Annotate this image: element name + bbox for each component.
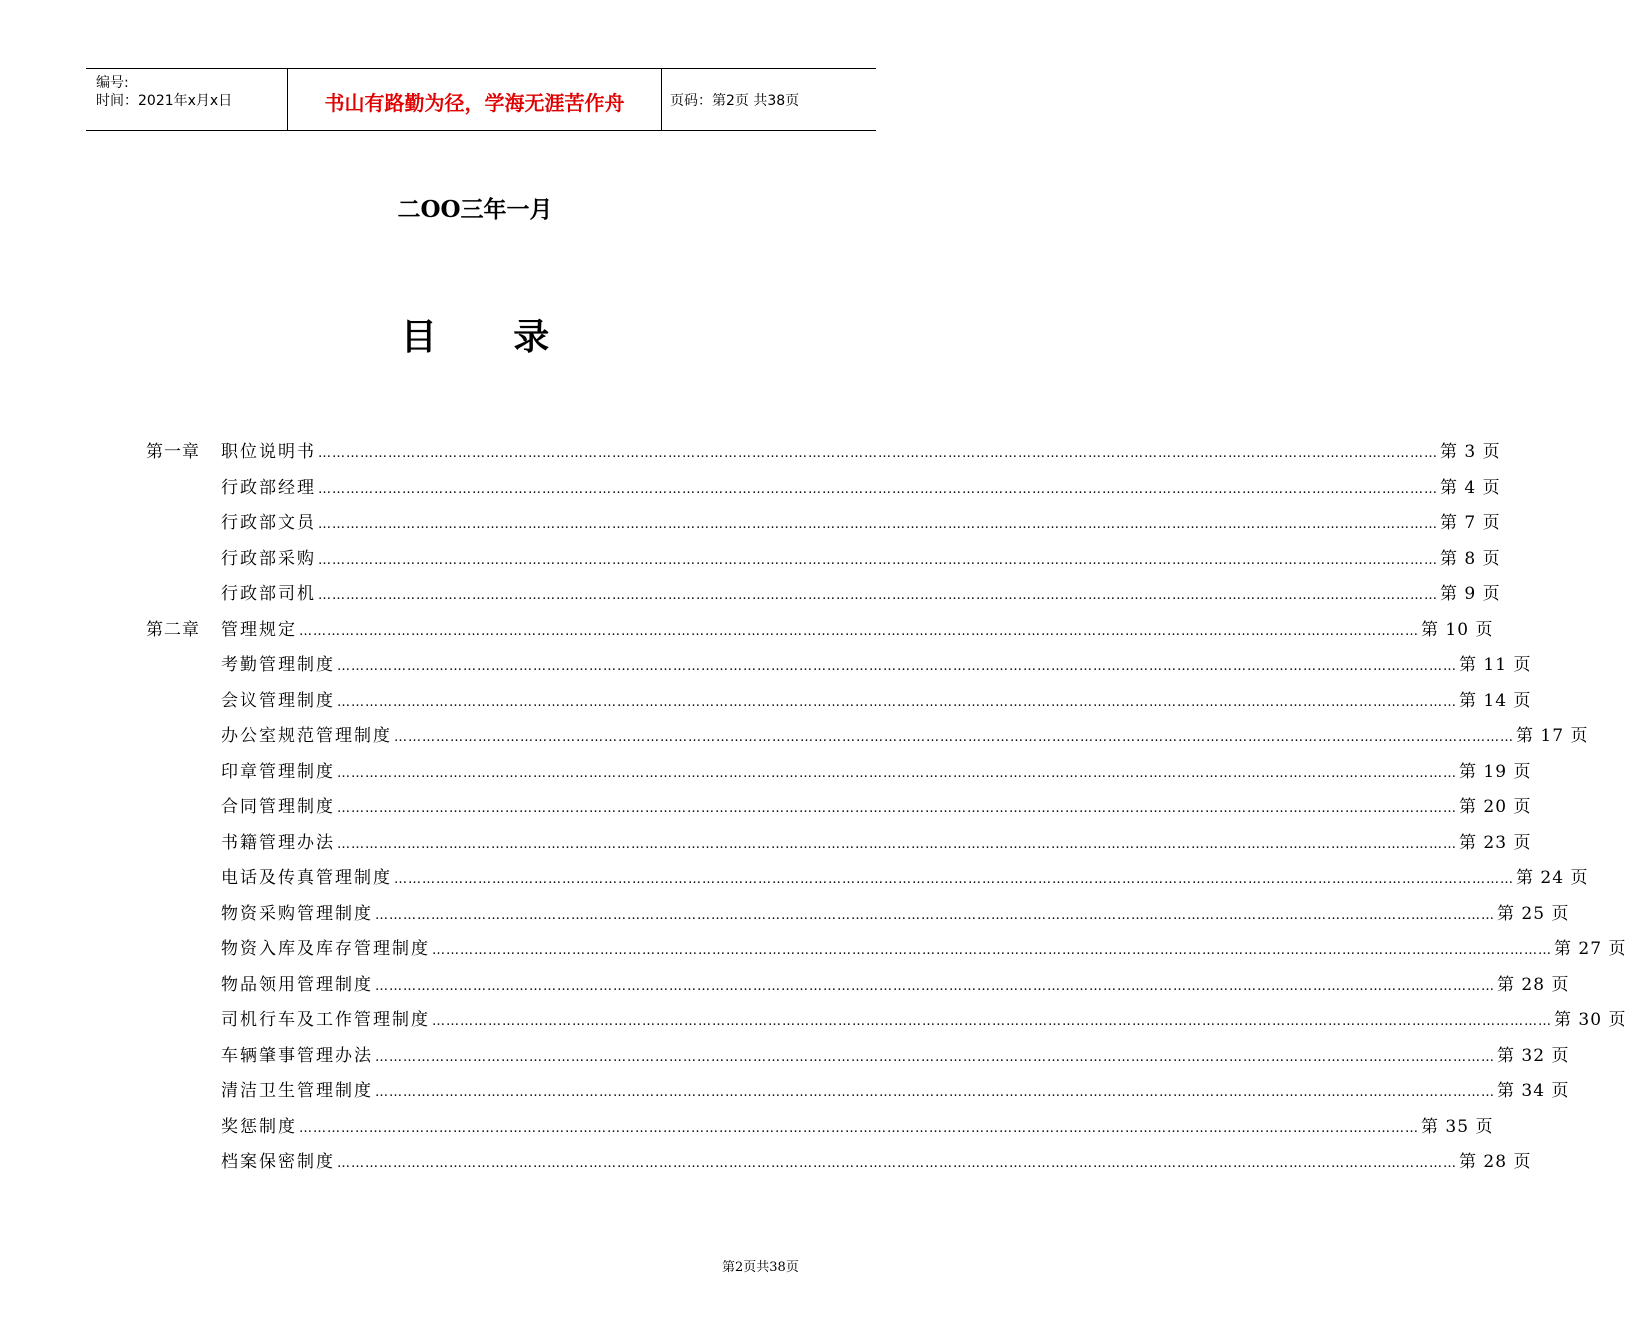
toc-entry[interactable] bbox=[221, 544, 1501, 576]
toc-leader-dots: …………………………………………………………………………………………………………………………………………………………………………………………………………………… bbox=[375, 1085, 1495, 1100]
toc-entry[interactable] bbox=[221, 473, 1501, 505]
toc-entry-label: 办公室规范管理制度 bbox=[221, 726, 392, 746]
toc-row bbox=[0, 686, 1532, 716]
toc-entry[interactable] bbox=[221, 721, 1589, 753]
header-motto: 书山有路勤为径，学海无涯苦作舟 bbox=[324, 91, 625, 115]
toc-entry-label: 书籍管理办法 bbox=[221, 832, 335, 853]
toc-entry[interactable] bbox=[221, 934, 1626, 966]
toc-page-number: 第 23 页 bbox=[1459, 832, 1532, 853]
toc-page-number: 第 11 页 bbox=[1459, 655, 1532, 675]
date-text: 时间：2021年x月x日 bbox=[96, 93, 233, 109]
toc-page-number: 第 30 页 bbox=[1554, 1010, 1626, 1030]
toc-page-number: 第 34 页 bbox=[1497, 1081, 1570, 1101]
toc-page-number: 第 9 页 bbox=[1440, 584, 1501, 604]
toc-entry[interactable] bbox=[221, 1076, 1570, 1108]
toc-leader-dots: …………………………………………………………………………………………………………………………………………………………………………………………………………………… bbox=[318, 446, 1438, 461]
toc-leader-dots: …………………………………………………………………………………………………………………………………………………………………………………………………………………… bbox=[375, 1049, 1495, 1065]
toc-page-number: 第 7 页 bbox=[1440, 513, 1501, 533]
toc-entry-label: 清洁卫生管理制度 bbox=[221, 1081, 373, 1101]
toc-leader-dots: …………………………………………………………………………………………………………………………………………………………………………………………………………………… bbox=[299, 623, 1419, 639]
page-header bbox=[86, 68, 876, 131]
toc-entry-label: 物品领用管理制度 bbox=[221, 974, 373, 995]
toc-entry-label: 职位说明书 bbox=[221, 442, 316, 462]
toc-row bbox=[0, 1076, 1570, 1106]
toc-entry[interactable] bbox=[221, 686, 1532, 718]
toc-chapter-label: 第二章 bbox=[146, 619, 200, 640]
toc-entry[interactable] bbox=[221, 792, 1532, 824]
toc-row bbox=[0, 1112, 1494, 1142]
toc-leader-dots: …………………………………………………………………………………………………………………………………………………………………………………………………………………… bbox=[337, 836, 1457, 852]
toc-entry-label: 档案保密制度 bbox=[221, 1152, 335, 1172]
toc-entry-label: 物资入库及库存管理制度 bbox=[221, 939, 430, 959]
toc-entry[interactable] bbox=[221, 899, 1570, 931]
toc-entry-label: 司机行车及工作管理制度 bbox=[221, 1010, 430, 1030]
toc-entry[interactable] bbox=[221, 579, 1501, 611]
toc-leader-dots: …………………………………………………………………………………………………………………………………………………………………………………………………………………… bbox=[375, 907, 1495, 923]
toc-leader-dots: …………………………………………………………………………………………………………………………………………………………………………………………………………………… bbox=[432, 1014, 1552, 1029]
toc-entry[interactable] bbox=[221, 970, 1570, 1002]
toc-row bbox=[0, 615, 1494, 645]
toc-page-number: 第 35 页 bbox=[1421, 1116, 1494, 1137]
toc-leader-dots: …………………………………………………………………………………………………………………………………………………………………………………………………………………… bbox=[318, 481, 1438, 497]
toc-row bbox=[0, 934, 1626, 964]
toc-entry-label: 车辆肇事管理办法 bbox=[221, 1045, 373, 1066]
toc-chapter-label: 第一章 bbox=[146, 442, 200, 462]
toc-row bbox=[0, 1147, 1532, 1177]
toc-entry-label: 行政部经理 bbox=[221, 477, 316, 498]
toc-page-number: 第 17 页 bbox=[1516, 726, 1589, 746]
toc-page-number: 第 28 页 bbox=[1497, 974, 1570, 995]
toc-page-number: 第 10 页 bbox=[1421, 619, 1494, 640]
toc-entry-label: 行政部采购 bbox=[221, 548, 316, 569]
toc-entry[interactable] bbox=[221, 615, 1494, 647]
toc-leader-dots: …………………………………………………………………………………………………………………………………………………………………………………………………………………… bbox=[375, 978, 1495, 994]
toc-entry-label: 印章管理制度 bbox=[221, 761, 335, 782]
toc-row bbox=[0, 828, 1532, 858]
toc-row bbox=[0, 863, 1589, 893]
document-date-title: 二OO三年一月 bbox=[397, 196, 553, 223]
toc-entry-label: 物资采购管理制度 bbox=[221, 903, 373, 924]
toc-entry[interactable] bbox=[221, 650, 1532, 682]
serial-number-label: 编号: bbox=[96, 75, 129, 91]
toc-leader-dots: …………………………………………………………………………………………………………………………………………………………………………………………………………………… bbox=[432, 943, 1552, 958]
toc-entry-label: 会议管理制度 bbox=[221, 690, 335, 711]
toc-row bbox=[0, 544, 1501, 574]
toc-row bbox=[0, 1005, 1626, 1035]
toc-entry-label: 行政部文员 bbox=[221, 513, 316, 533]
header-meta-cell bbox=[86, 69, 287, 130]
toc-entry[interactable] bbox=[221, 757, 1532, 789]
toc-row bbox=[0, 579, 1501, 609]
toc-entry[interactable] bbox=[221, 1147, 1532, 1179]
toc-row bbox=[0, 721, 1589, 751]
toc-page-number: 第 24 页 bbox=[1516, 868, 1589, 888]
toc-row bbox=[0, 899, 1570, 929]
toc-entry-label: 行政部司机 bbox=[221, 584, 316, 604]
toc-row bbox=[0, 757, 1532, 787]
header-page-cell bbox=[661, 69, 876, 130]
toc-entry-label: 电话及传真管理制度 bbox=[221, 868, 392, 888]
toc-row bbox=[0, 473, 1501, 503]
toc-leader-dots: …………………………………………………………………………………………………………………………………………………………………………………………………………………… bbox=[337, 1156, 1457, 1171]
toc-row bbox=[0, 508, 1501, 538]
toc-entry-label: 考勤管理制度 bbox=[221, 655, 335, 675]
toc-entry-label: 管理规定 bbox=[221, 619, 297, 640]
toc-page-number: 第 14 页 bbox=[1459, 690, 1532, 711]
toc-page-number: 第 28 页 bbox=[1459, 1152, 1532, 1172]
toc-leader-dots: …………………………………………………………………………………………………………………………………………………………………………………………………………………… bbox=[394, 730, 1514, 745]
toc-title: 目 录 bbox=[400, 316, 582, 358]
toc-page-number: 第 32 页 bbox=[1497, 1045, 1570, 1066]
toc-row bbox=[0, 650, 1532, 680]
toc-leader-dots: …………………………………………………………………………………………………………………………………………………………………………………………………………………… bbox=[318, 517, 1438, 532]
toc-entry[interactable] bbox=[221, 828, 1532, 860]
toc-entry[interactable] bbox=[221, 1041, 1570, 1073]
toc-page-number: 第 3 页 bbox=[1440, 442, 1501, 462]
toc-entry[interactable] bbox=[221, 437, 1501, 469]
toc-row bbox=[0, 1041, 1570, 1071]
toc-row bbox=[0, 437, 1501, 467]
toc-page-number: 第 27 页 bbox=[1554, 939, 1626, 959]
toc-entry[interactable] bbox=[221, 508, 1501, 540]
toc-leader-dots: …………………………………………………………………………………………………………………………………………………………………………………………………………………… bbox=[337, 659, 1457, 674]
toc-page-number: 第 20 页 bbox=[1459, 797, 1532, 817]
toc-entry[interactable] bbox=[221, 1112, 1494, 1144]
toc-leader-dots: …………………………………………………………………………………………………………………………………………………………………………………………………………………… bbox=[337, 694, 1457, 710]
toc-entry-label: 奖惩制度 bbox=[221, 1116, 297, 1137]
page-footer: 第2页共38页 bbox=[722, 1260, 799, 1275]
toc-leader-dots: …………………………………………………………………………………………………………………………………………………………………………………………………………………… bbox=[394, 872, 1514, 887]
toc-page-number: 第 8 页 bbox=[1440, 548, 1501, 569]
header-page-code: 页码：第2页 共38页 bbox=[670, 93, 800, 109]
toc-page-number: 第 19 页 bbox=[1459, 761, 1532, 782]
toc-entry[interactable] bbox=[221, 1005, 1626, 1037]
toc-row bbox=[0, 792, 1532, 822]
toc-leader-dots: …………………………………………………………………………………………………………………………………………………………………………………………………………………… bbox=[337, 765, 1457, 781]
toc-page-number: 第 25 页 bbox=[1497, 903, 1570, 924]
toc-leader-dots: …………………………………………………………………………………………………………………………………………………………………………………………………………………… bbox=[337, 801, 1457, 816]
toc-entry-label: 合同管理制度 bbox=[221, 797, 335, 817]
toc-entry[interactable] bbox=[221, 863, 1589, 895]
toc-page-number: 第 4 页 bbox=[1440, 477, 1501, 498]
toc-row bbox=[0, 970, 1570, 1000]
toc-leader-dots: …………………………………………………………………………………………………………………………………………………………………………………………………………………… bbox=[318, 588, 1438, 603]
toc-leader-dots: …………………………………………………………………………………………………………………………………………………………………………………………………………………… bbox=[299, 1120, 1419, 1136]
toc-leader-dots: …………………………………………………………………………………………………………………………………………………………………………………………………………………… bbox=[318, 552, 1438, 568]
header-motto-cell bbox=[287, 69, 662, 130]
